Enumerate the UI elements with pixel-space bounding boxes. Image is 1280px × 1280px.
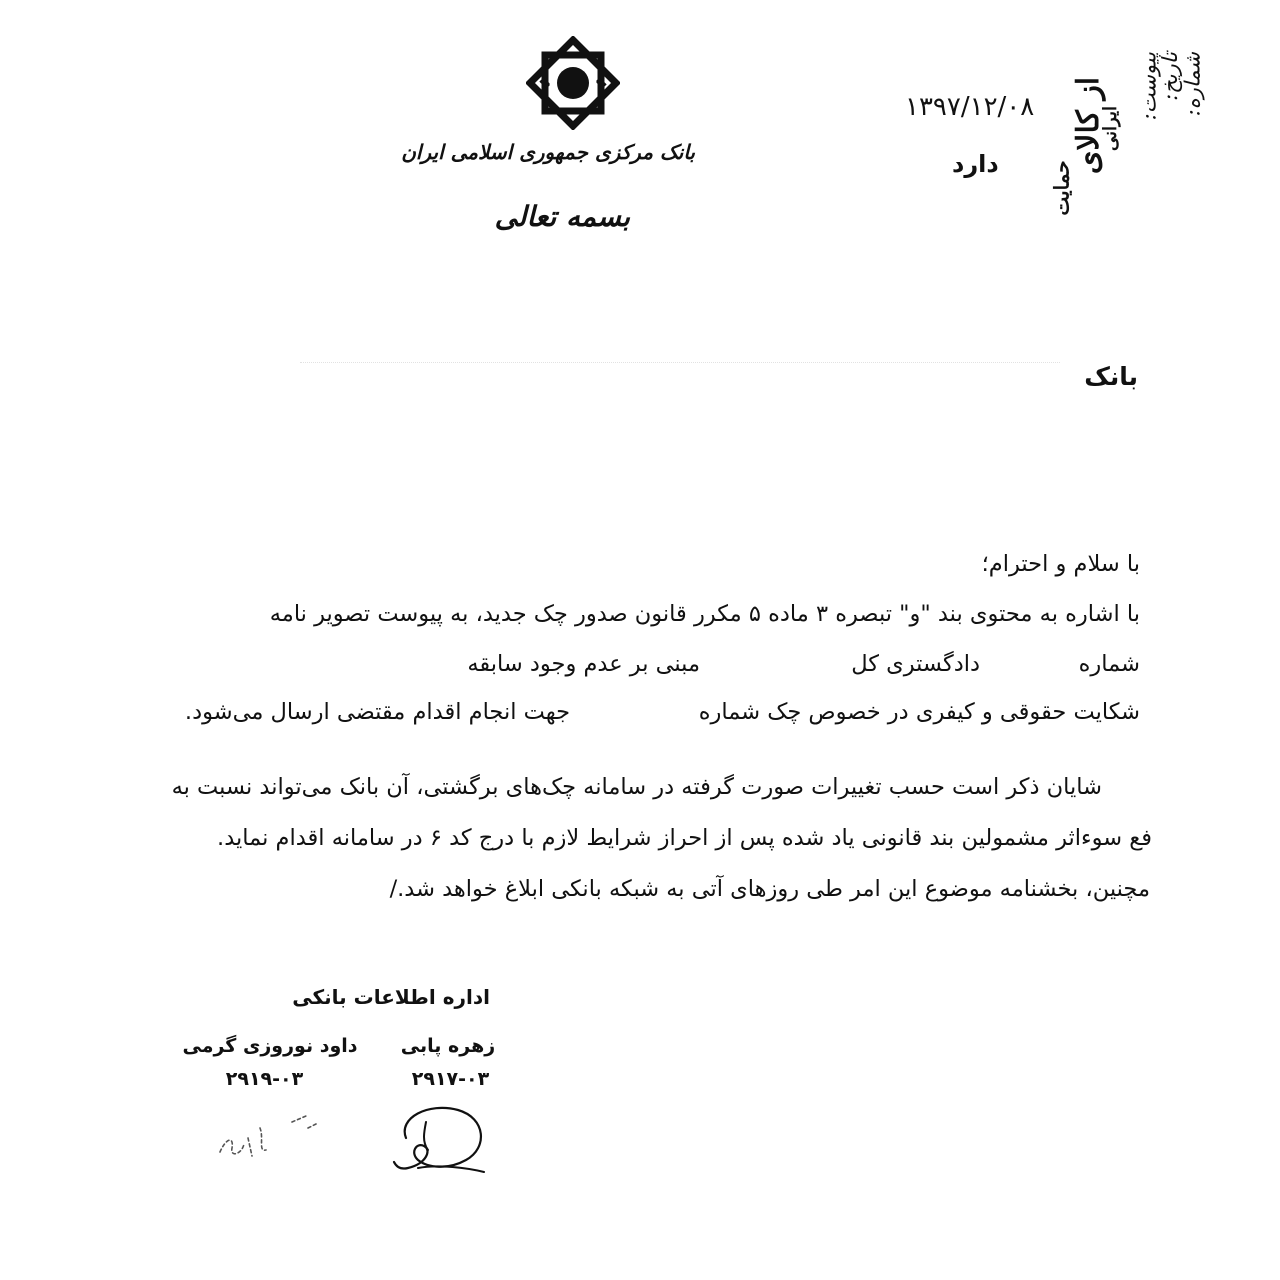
paragraph2-line3: مچنین، بخشنامه موضوع این امر طی روزهای آتی به شبکه بانکی ابلاغ خواهد شد./ (389, 876, 1150, 902)
recipient: بانک (1084, 362, 1138, 391)
central-bank-logo-icon (526, 36, 620, 130)
signer2-phone: ۲۹۱۹-۰۳ (225, 1068, 304, 1090)
handwritten-signature-icon (388, 1098, 492, 1178)
attachment-value: دارد (952, 150, 999, 178)
date-label: تاریخ: (1158, 52, 1182, 101)
paragraph2-line1: شایان ذکر است حسب تغییرات صورت گرفته در سامانه چک‌های برگشتی، آن بانک می‌تواند نسبت به (171, 774, 1102, 800)
faint-rule (300, 362, 1060, 363)
invocation: بسمه تعالی (494, 200, 630, 233)
slogan-stamp (1040, 48, 1140, 218)
signer1-name: زهره پابی (400, 1035, 496, 1057)
department-name: اداره اطلاعات بانکی (292, 985, 490, 1009)
attachment-label: پیوست: (1136, 52, 1160, 121)
paragraph1-line1: با اشاره به محتوی بند "و" تبصره ۳ ماده ۵ مکرر قانون صدور چک جدید، به پیوست تصویر نامه (269, 601, 1140, 627)
slogan-bottom: حمایت (1049, 160, 1074, 216)
greeting: با سلام و احترام؛ (981, 551, 1140, 577)
date-value: ۱۳۹۷/۱۲/۰۸ (905, 92, 1035, 122)
signer2-name: داود نوروزی گرمی (182, 1035, 358, 1057)
slogan-middle: از کالای (1071, 76, 1107, 175)
paragraph2-line2: فع سوءاثر مشمولین بند قانونی یاد شده پس از احراز شرایط لازم با درج کد ۶ در سامانه اقدام نماید. (217, 825, 1152, 851)
number-label: شماره: (1180, 52, 1204, 117)
paragraph1-line3a: شکایت حقوقی و کیفری در خصوص چک شماره (698, 699, 1140, 725)
paragraph1-line2a: شماره (1078, 651, 1140, 677)
paragraph1-line2c: مبنی بر عدم وجود سابقه (467, 651, 700, 677)
signer1-phone: ۲۹۱۷-۰۳ (411, 1068, 490, 1090)
paragraph1-line2b: دادگستری کل (851, 651, 980, 677)
paragraph1-line3b: جهت انجام اقدام مقتضی ارسال می‌شود. (184, 699, 570, 725)
header-meta-labels (1136, 52, 1204, 202)
slogan-top: ایرانی (1099, 106, 1121, 151)
bank-name: بانک مرکزی جمهوری اسلامی ایران (401, 140, 695, 164)
handwritten-signature-icon (208, 1108, 328, 1178)
